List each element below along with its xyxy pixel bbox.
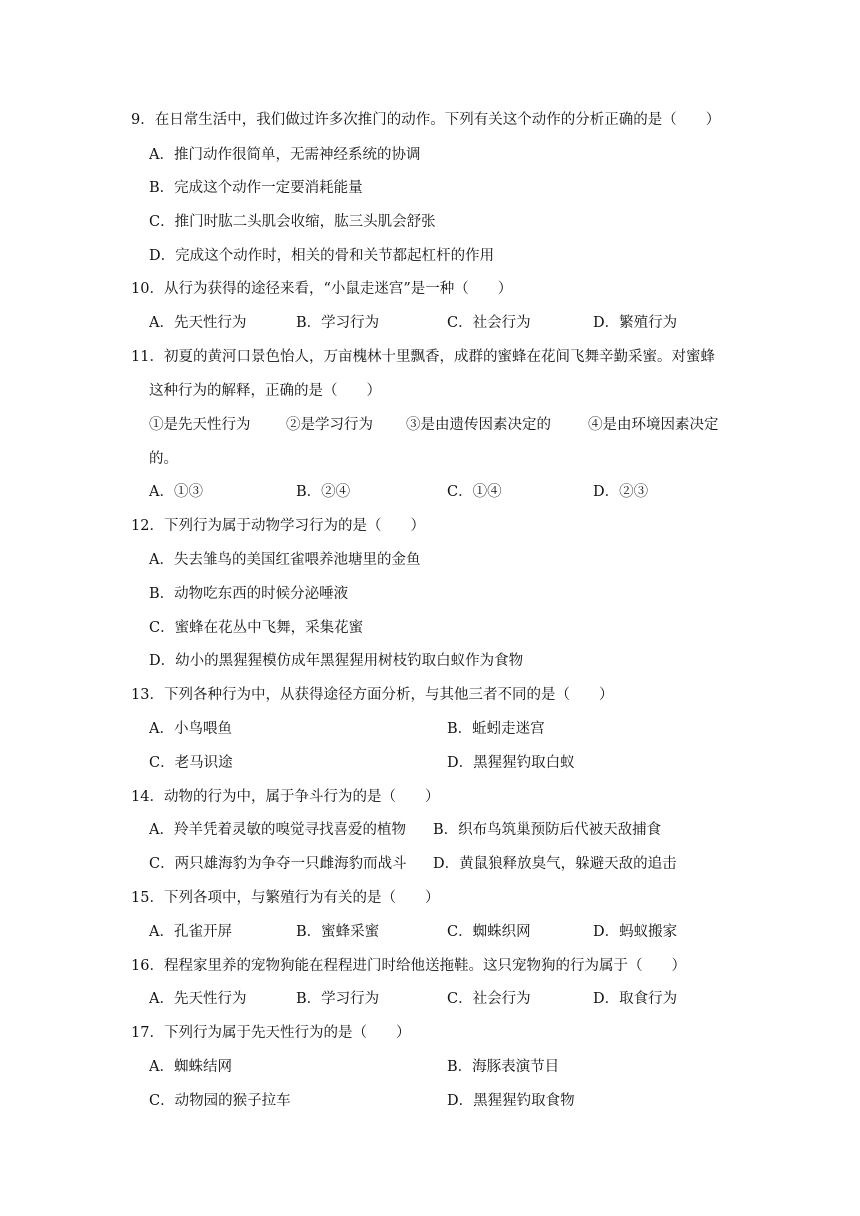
q14-option-c: C．两只雄海豹为争夺一只雌海豹而战斗 (149, 856, 407, 872)
q11-stem-line1: 11．初夏的黄河口景色怡人，万亩槐林十里飘香，成群的蜜蜂在花间飞舞辛勤采蜜。对蜜蜂 (131, 349, 715, 365)
q15-option-a: A．孔雀开屏 (149, 924, 232, 940)
q11-statement-1: ①是先天性行为 (149, 417, 251, 433)
q11-option-a: A．①③ (149, 484, 203, 500)
q9-option-b: B．完成这个动作一定要消耗能量 (149, 180, 363, 196)
q11-statement-2: ②是学习行为 (286, 417, 373, 433)
q12-option-d: D．幼小的黑猩猩模仿成年黑猩猩用树枝钓取白蚁作为食物 (149, 653, 524, 669)
q11-stem-line2: 这种行为的解释，正确的是（ ） (149, 383, 381, 399)
q13-option-b: B．蚯蚓走迷宫 (447, 721, 545, 737)
q11-statement-4-continued: 的。 (149, 451, 178, 467)
q9-option-d: D．完成这个动作时，相关的骨和关节都起杠杆的作用 (149, 248, 495, 264)
q14-option-b: B．织布鸟筑巢预防后代被天敌捕食 (433, 822, 662, 838)
q17-option-a: A．蜘蛛结网 (149, 1059, 232, 1075)
q13-stem: 13．下列各种行为中，从获得途径方面分析，与其他三者不同的是（ ） (131, 687, 614, 703)
q16-option-b: B．学习行为 (296, 991, 380, 1007)
q10-stem: 10．从行为获得的途径来看，“小鼠走迷宫”是一种（ ） (131, 281, 513, 297)
q17-option-d: D．黑猩猩钓取食物 (447, 1093, 575, 1109)
q10-option-a: A．先天性行为 (149, 315, 247, 331)
q12-option-b: B．动物吃东西的时候分泌唾液 (149, 586, 349, 602)
q17-option-c: C．动物园的猴子拉车 (149, 1093, 291, 1109)
q11-statement-4: ④是由环境因素决定 (588, 417, 719, 433)
q11-option-b: B．②④ (296, 484, 351, 500)
q15-option-c: C．蜘蛛织网 (447, 924, 531, 940)
q16-stem: 16．程程家里养的宠物狗能在程程进门时给他送拖鞋。这只宠物狗的行为属于（ ） (131, 958, 686, 974)
q17-stem: 17．下列行为属于先天性行为的是（ ） (131, 1025, 411, 1041)
q10-option-b: B．学习行为 (296, 315, 380, 331)
q14-stem: 14．动物的行为中，属于争斗行为的是（ ） (131, 789, 440, 805)
q15-option-d: D．蚂蚁搬家 (593, 924, 678, 940)
q14-option-d: D．黄鼠狼释放臭气，躲避天敌的追击 (433, 856, 677, 872)
q11-option-d: D．②③ (593, 484, 649, 500)
q11-statement-3: ③是由遗传因素决定的 (406, 417, 551, 433)
q17-option-b: B．海豚表演节目 (447, 1059, 560, 1075)
q16-option-a: A．先天性行为 (149, 991, 247, 1007)
q16-option-d: D．取食行为 (593, 991, 678, 1007)
q12-stem: 12．下列行为属于动物学习行为的是（ ） (131, 518, 425, 534)
q11-option-c: C．①④ (447, 484, 502, 500)
q13-option-c: C．老马识途 (149, 755, 233, 771)
q14-option-a: A．羚羊凭着灵敏的嗅觉寻找喜爱的植物 (149, 822, 406, 838)
q13-option-a: A．小鸟喂鱼 (149, 721, 232, 737)
q15-option-b: B．蜜蜂采蜜 (296, 924, 380, 940)
q10-option-d: D．繁殖行为 (593, 315, 678, 331)
q15-stem: 15．下列各项中，与繁殖行为有关的是（ ） (131, 890, 440, 906)
q9-option-a: A．推门动作很简单，无需神经系统的协调 (149, 147, 421, 163)
q9-option-c: C．推门时肱二头肌会收缩，肱三头肌会舒张 (149, 214, 436, 230)
q12-option-c: C．蜜蜂在花丛中飞舞，采集花蜜 (149, 620, 364, 636)
q10-option-c: C．社会行为 (447, 315, 531, 331)
q16-option-c: C．社会行为 (447, 991, 531, 1007)
q13-option-d: D．黑猩猩钓取白蚁 (447, 755, 575, 771)
q9-stem: 9．在日常生活中，我们做过许多次推门的动作。下列有关这个动作的分析正确的是（ ） (131, 112, 721, 128)
q12-option-a: A．失去雏鸟的美国红雀喂养池塘里的金鱼 (149, 552, 421, 568)
